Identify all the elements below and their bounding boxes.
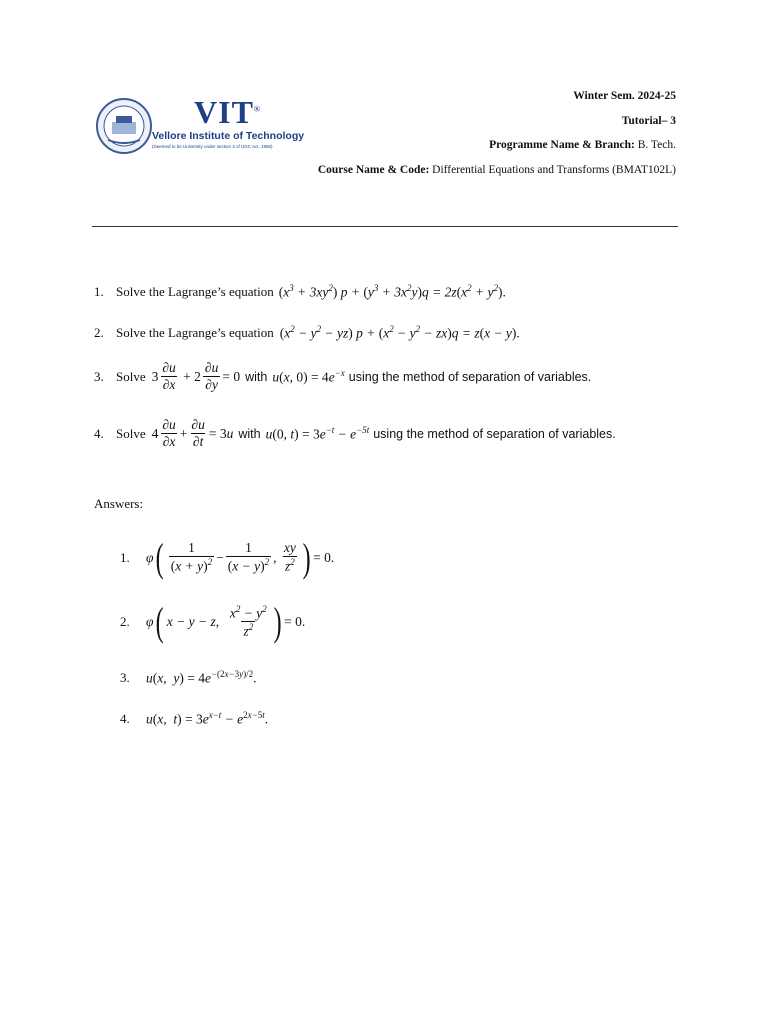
question-number: 2.: [94, 324, 104, 340]
question-equation: 4 $\frac{\partial u}{\partial x}$ + $\frac{\partial u}{\partial t}$ = 3 u: [151, 417, 234, 449]
answer-equation: u(x, $y) = 4e^{-(2x-3y)/2}$.: [146, 669, 257, 686]
question-number: 3.: [94, 368, 104, 384]
question-condition: u(x, $0) = 4e^{-x}$: [272, 368, 345, 385]
question-text: Solve the Lagrange’s equation: [116, 324, 274, 340]
question-1: [94, 283, 506, 301]
programme-line: [489, 139, 676, 151]
answer-number: 1.: [120, 550, 130, 565]
question-condition: u(0, $t) = 3e^{-t} - e^{-5t}$: [265, 425, 370, 442]
answers-heading: Answers:: [94, 496, 144, 511]
answer-equation: u(x, $t) = 3e^{x-t} - e^{2x-5t}$.: [146, 710, 269, 727]
vit-name: Vellore Institute of Technology: [152, 130, 305, 142]
answer-1: [120, 535, 335, 580]
course-value: Differential Equations and Transforms (BMAT102L): [429, 164, 676, 176]
question-tail: using the method of separation of variables.: [373, 426, 616, 441]
answer-4: [120, 710, 268, 728]
question-number: 4.: [94, 425, 104, 441]
question-equation: $(x^2 - y^2 - yz) p + (x^2 - y^2 - zx)q = z(x - y)$.: [279, 324, 520, 341]
question-2: [94, 324, 520, 342]
semester: Winter Sem. 2024-25: [573, 90, 676, 102]
answer-2: [120, 599, 306, 644]
answer-number: 2.: [120, 614, 130, 629]
tutorial-number: Tutorial– 3: [621, 115, 676, 127]
answer-equation: φ ( $\frac{1}{(x + y)^2}$ − $\frac{1}{(x - y)^2}$ , $\frac{xy}{z^2}$ ) = 0.: [146, 535, 335, 580]
question-4: [94, 418, 616, 450]
question-equation: 3 $\frac{\partial u}{\partial x}$ + 2 $\frac{\partial u}{\partial y}$ = 0: [151, 360, 241, 392]
programme-label: Programme Name & Branch:: [489, 139, 635, 151]
question-text: Solve: [116, 425, 146, 441]
answer-3: [120, 669, 257, 687]
question-equation: $(x^3 + 3xy^2) p + (y^3 + 3x^2y)q = 2z(x^2 + y^2)$.: [278, 283, 506, 300]
question-tail: using the method of separation of variables.: [348, 369, 592, 384]
question-with: with: [245, 369, 268, 384]
answer-number: 4.: [120, 710, 130, 726]
vit-seal-icon: [94, 96, 154, 156]
programme-value: B. Tech.: [634, 139, 676, 151]
question-with: with: [238, 426, 261, 441]
question-3: [94, 361, 591, 393]
answer-equation: φ ( x − y − z , $\frac{x^2 - y^2}{z^2}$ ) = 0.: [146, 599, 306, 644]
answer-number: 3.: [120, 669, 130, 685]
course-label: Course Name & Code:: [317, 164, 430, 176]
vit-logo: [94, 96, 308, 156]
vit-brand: VIT®: [194, 94, 261, 130]
course-line: [318, 164, 676, 176]
question-text: Solve: [116, 368, 146, 384]
question-number: 1.: [94, 283, 104, 299]
question-text: Solve the Lagrange’s equation: [116, 283, 274, 299]
header-divider: [92, 226, 678, 227]
vit-tagline: (Deemed to be University under section 3 of UGC Act, 1956): [152, 144, 273, 149]
